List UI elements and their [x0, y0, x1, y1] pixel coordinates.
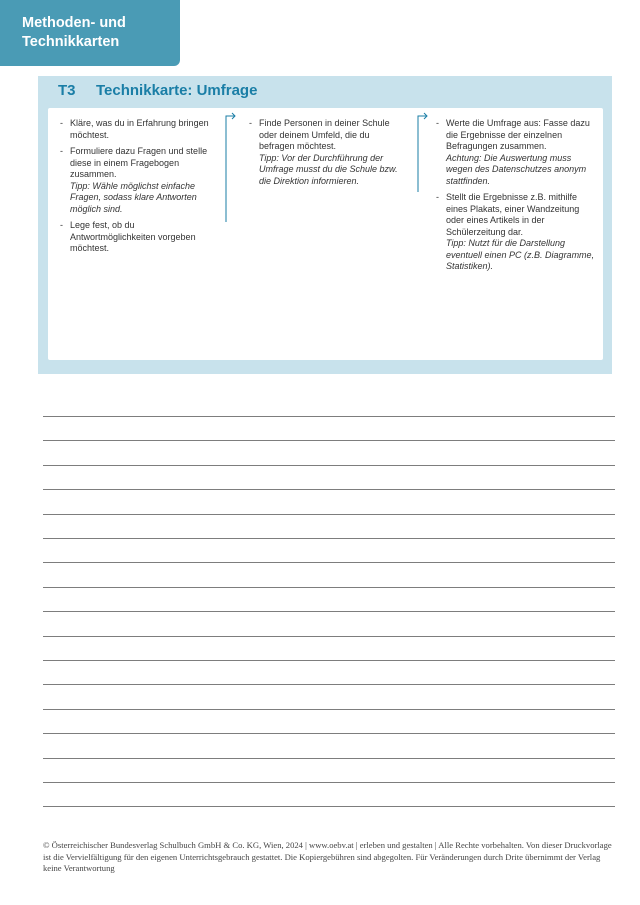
- writing-line: [43, 660, 615, 661]
- step-text: Lege fest, ob du Antwortmöglichkeiten vorgeben möchtest.: [70, 220, 196, 253]
- card-code: T3: [58, 82, 76, 99]
- chapter-tab-label-line1: Methoden- und: [22, 15, 126, 31]
- writing-line: [43, 562, 615, 563]
- writing-line: [43, 489, 615, 490]
- step-item: [60, 146, 220, 215]
- bullet-dash: -: [60, 146, 63, 156]
- bullet-dash: -: [436, 192, 439, 202]
- bullet-dash: -: [60, 118, 63, 128]
- writing-line: [43, 465, 615, 466]
- step-tip: Tipp: Wähle möglichst einfache Fragen, sodass klare Antworten möglich sind.: [70, 180, 197, 214]
- step-column-3: [436, 118, 598, 278]
- step-text: Stellt die Ergebnisse z.B. mithilfe eines Plakats, einer Wandzeitung oder eines Artikels in der Schülerzeitung dar.: [446, 192, 580, 237]
- writing-line: [43, 416, 615, 417]
- bullet-dash: -: [249, 118, 252, 128]
- writing-line: [43, 709, 615, 710]
- next-step-arrow-icon: [224, 112, 238, 222]
- next-step-arrow-icon: [416, 112, 430, 222]
- card-title: Technikkarte: Umfrage: [96, 82, 258, 99]
- step-column-2: [249, 118, 399, 192]
- writing-line: [43, 587, 615, 588]
- writing-line: [43, 611, 615, 612]
- writing-line: [43, 684, 615, 685]
- step-item: [60, 220, 220, 255]
- step-item: [60, 118, 220, 141]
- chapter-tab-label: [22, 14, 172, 52]
- bullet-dash: -: [436, 118, 439, 128]
- writing-line: [43, 514, 615, 515]
- bullet-dash: -: [60, 220, 63, 230]
- step-item: [249, 118, 399, 187]
- writing-line: [43, 758, 615, 759]
- writing-line: [43, 782, 615, 783]
- writing-line: [43, 440, 615, 441]
- step-text: Kläre, was du in Erfahrung bringen möchtest.: [70, 118, 209, 140]
- step-text: Formuliere dazu Fragen und stelle diese in einem Fragebogen zusammen.: [70, 146, 208, 179]
- chapter-tab: [0, 0, 180, 66]
- writing-line: [43, 733, 615, 734]
- step-item: [436, 192, 598, 273]
- step-tip: Tipp: Nutzt für die Darstellung eventuell einen PC (z.B. Diagramme, Statistiken).: [446, 238, 595, 271]
- copyright-footer: © Österreichischer Bundesverlag Schulbuch GmbH & Co. KG, Wien, 2024 | www.oebv.at | erleben und gestalten | Alle Rechte vorbehalten. Von dieser Druckvorlage ist die Vervielfältigung für den eigenen Unterrichtsgebrauch gestattet. Die Kopiergebühren sind abgegolten. Für Veränderungen durch Drite übernimmt der Verlag keine Verantwortung: [43, 840, 612, 873]
- step-column-1: [60, 118, 220, 260]
- writing-line: [43, 806, 615, 807]
- step-text: Werte die Umfrage aus: Fasse dazu die Ergebnisse der einzelnen Befragungen zusammen.: [446, 118, 590, 151]
- step-tip: Achtung: Die Auswertung muss wegen des Datenschutzes anonym stattfinden.: [446, 152, 587, 186]
- step-tip: Tipp: Vor der Durchführung der Umfrage musst du die Schule bzw. die Direktion informieren.: [259, 152, 398, 186]
- writing-line: [43, 538, 615, 539]
- chapter-tab-label-line2: Technikkarten: [22, 34, 120, 50]
- writing-line: [43, 636, 615, 637]
- step-item: [436, 118, 598, 187]
- step-text: Finde Personen in deiner Schule oder deinem Umfeld, die du befragen möchtest.: [259, 118, 390, 151]
